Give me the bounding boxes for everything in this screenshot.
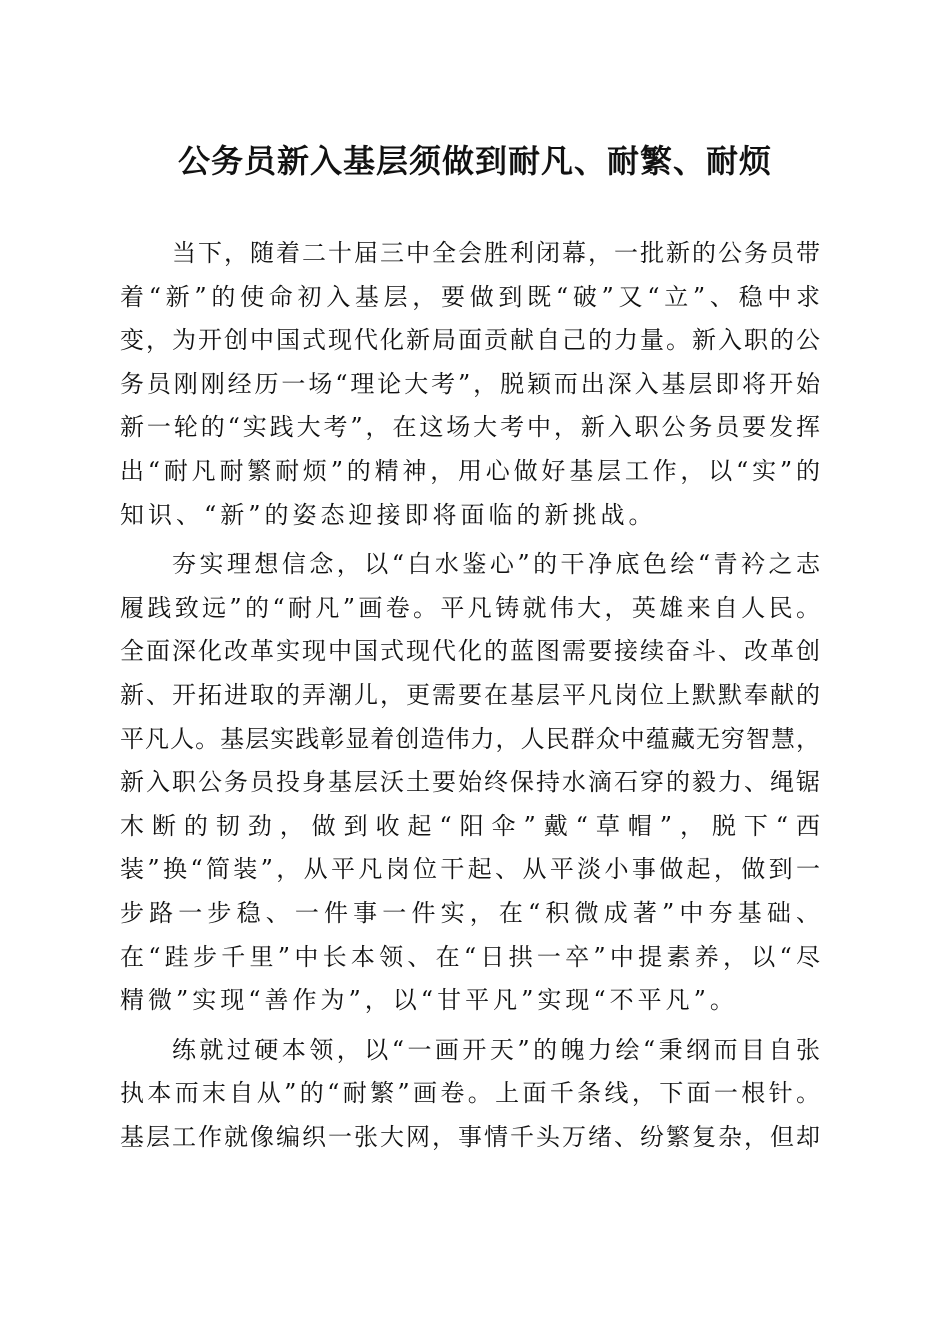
paragraph xyxy=(120,232,820,537)
text-line: 执本而末自从”的“耐繁”画卷。上面千条线，下面一根针。 xyxy=(120,1079,820,1108)
document-title: 公务员新入基层须做到耐凡、耐繁、耐烦 xyxy=(177,142,772,180)
text-line: 全面深化改革实现中国式现代化的蓝图需要接续奋斗、改革创 xyxy=(120,637,820,666)
text-line: 夯实理想信念，以“白水鉴心”的干净底色绘“青衿之志 xyxy=(172,550,820,579)
text-line: 基层工作就像编织一张大网，事情千头万绪、纷繁复杂，但却 xyxy=(120,1122,820,1151)
text-line: 务员刚刚经历一场“理论大考”，脱颖而出深入基层即将开始 xyxy=(120,369,820,398)
paragraph xyxy=(120,1029,820,1160)
text-line: 出“耐凡耐繁耐烦”的精神，用心做好基层工作，以“实”的 xyxy=(120,456,820,485)
text-line: 装”换“简装”，从平凡岗位干起、从平淡小事做起，做到一 xyxy=(120,855,820,884)
text-line: 当下，随着二十届三中全会胜利闭幕，一批新的公务员带 xyxy=(172,239,820,267)
text-line: 新一轮的“实践大考”，在这场大考中，新入职公务员要发挥 xyxy=(120,413,820,442)
text-line: 在“跬步千里”中长本领、在“日拱一卒”中提素养，以“尽 xyxy=(120,942,820,971)
text-line: 履践致远”的“耐凡”画卷。平凡铸就伟大，英雄来自人民。 xyxy=(120,593,820,622)
text-line: 木断的韧劲，做到收起“阳伞”戴“草帽”，脱下“西 xyxy=(120,811,820,840)
text-line: 精微”实现“善作为”，以“甘平凡”实现“不平凡”。 xyxy=(120,986,738,1015)
text-line: 知识、“新”的姿态迎接即将面临的新挑战。 xyxy=(120,500,657,529)
text-line: 平凡人。基层实践彰显着创造伟力，人民群众中蕴藏无穷智慧， xyxy=(120,724,820,753)
paragraph xyxy=(120,543,820,1023)
text-line: 新、开拓进取的弄潮儿，更需要在基层平凡岗位上默默奉献的 xyxy=(120,680,820,709)
text-line: 着“新”的使命初入基层，要做到既“破”又“立”、稳中求 xyxy=(120,282,820,311)
text-line: 步路一步稳、一件事一件实，在“积微成著”中夯基础、 xyxy=(120,898,820,927)
text-line: 练就过硬本领，以“一画开天”的魄力绘“秉纲而目自张 xyxy=(172,1035,820,1064)
text-line: 变，为开创中国式现代化新局面贡献自己的力量。新入职的公 xyxy=(120,326,820,355)
text-line: 新入职公务员投身基层沃土要始终保持水滴石穿的毅力、绳锯 xyxy=(120,768,820,797)
document-body xyxy=(120,232,820,1165)
